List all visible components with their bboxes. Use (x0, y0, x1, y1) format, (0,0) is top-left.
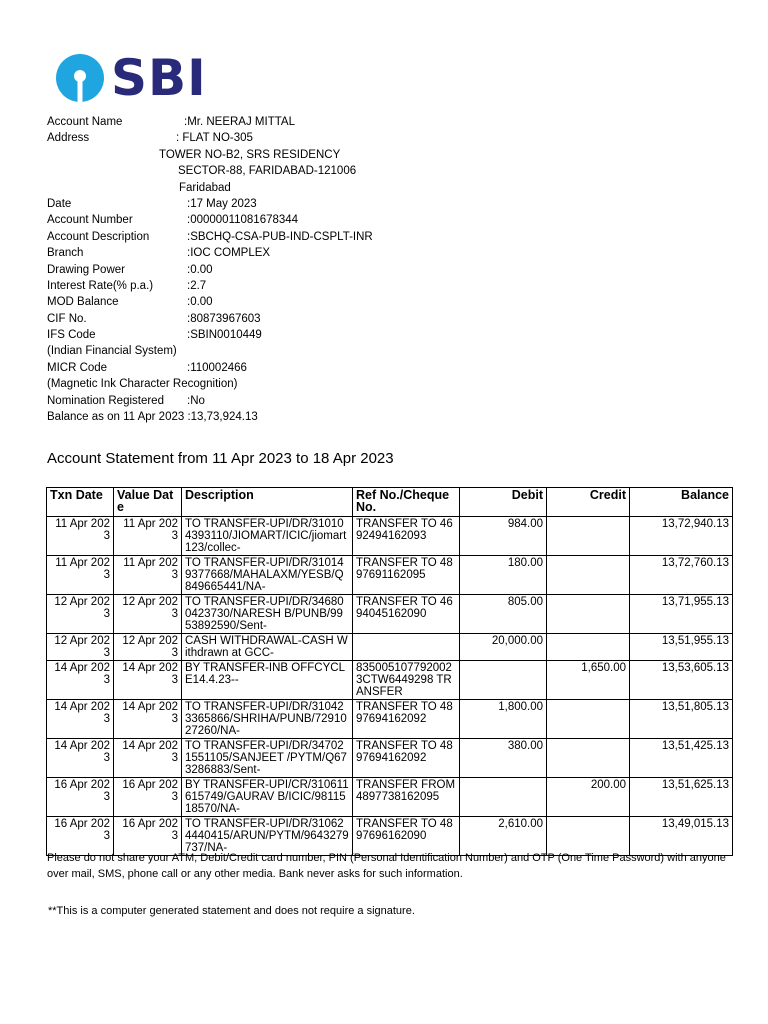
micr-code-label: MICR Code (47, 361, 108, 374)
cif-label: CIF No. (47, 312, 87, 325)
cell-ref-no: TRANSFER FROM 4897738162095 (353, 778, 460, 817)
date-label: Date (47, 197, 72, 210)
cell-value-date: 14 Apr 2023 (114, 661, 182, 700)
cell-credit (547, 595, 630, 634)
cell-ref-no: TRANSFER TO 4692494162093 (353, 517, 460, 556)
cell-balance: 13,51,955.13 (630, 634, 733, 661)
cell-txn-date: 12 Apr 2023 (47, 595, 114, 634)
cell-value-date: 16 Apr 2023 (114, 778, 182, 817)
cell-credit: 1,650.00 (547, 661, 630, 700)
cell-debit (460, 778, 547, 817)
nomination-value: :No (187, 394, 205, 407)
address-line-3: SECTOR-88, FARIDABAD-121006 (178, 165, 357, 178)
cell-description: BY TRANSFER-UPI/CR/310611615749/GAURAV B/ICIC/9811518570/NA- (182, 778, 353, 817)
cell-description: TO TRANSFER-UPI/DR/310423365866/SHRIHA/PUNB/7291027260/NA- (182, 700, 353, 739)
mod-balance-value: :0.00 (187, 296, 213, 309)
cell-txn-date: 14 Apr 2023 (47, 700, 114, 739)
sbi-keyhole-icon (55, 53, 105, 103)
cell-value-date: 14 Apr 2023 (114, 739, 182, 778)
cell-ref-no: TRANSFER TO 4694045162090 (353, 595, 460, 634)
transactions-table (46, 487, 733, 856)
drawing-power-value: :0.00 (187, 263, 213, 276)
ifs-code-label: IFS Code (47, 329, 96, 342)
account-description-value: :SBCHQ-CSA-PUB-IND-CSPLT-INR (187, 230, 373, 243)
ifs-code-value: :SBIN0010449 (187, 329, 262, 342)
cell-txn-date: 12 Apr 2023 (47, 634, 114, 661)
cell-balance: 13,71,955.13 (630, 595, 733, 634)
account-name-label: Account Name (47, 116, 123, 128)
cell-ref-no (353, 634, 460, 661)
header-debit: Debit (460, 488, 547, 517)
branch-label: Branch (47, 247, 84, 260)
cell-balance: 13,51,625.13 (630, 778, 733, 817)
cell-value-date: 11 Apr 2023 (114, 517, 182, 556)
cell-description: TO TRANSFER-UPI/DR/310149377668/MAHALAXM/YESB/Q849665441/NA- (182, 556, 353, 595)
table-row (47, 634, 733, 661)
cell-credit (547, 634, 630, 661)
account-description-label: Account Description (47, 230, 150, 243)
ifs-note: (Indian Financial System) (47, 345, 177, 358)
address-line-4: Faridabad (179, 181, 231, 194)
cell-value-date: 12 Apr 2023 (114, 634, 182, 661)
cell-description: TO TRANSFER-UPI/DR/346800423730/NARESH B/PUNB/9953892590/Sent- (182, 595, 353, 634)
cell-credit (547, 739, 630, 778)
account-details (47, 114, 607, 425)
cell-value-date: 16 Apr 2023 (114, 817, 182, 856)
header-value-date: Value Date (114, 488, 182, 517)
cell-txn-date: 14 Apr 2023 (47, 739, 114, 778)
drawing-power-label: Drawing Power (47, 263, 125, 276)
signature-note: **This is a computer generated statement and does not require a signature. (48, 905, 415, 917)
cell-balance: 13,53,605.13 (630, 661, 733, 700)
address-label: Address (47, 132, 90, 145)
cell-debit: 1,800.00 (460, 700, 547, 739)
cell-txn-date: 11 Apr 2023 (47, 556, 114, 595)
statement-title: Account Statement from 11 Apr 2023 to 18 Apr 2023 (47, 450, 394, 467)
nomination-label: Nomination Registered (47, 394, 164, 407)
table-row (47, 595, 733, 634)
table-row (47, 556, 733, 595)
table-row (47, 739, 733, 778)
cell-balance: 13,51,805.13 (630, 700, 733, 739)
account-name-value: :Mr. NEERAJ MITTAL (184, 116, 295, 128)
sbi-logo (55, 49, 207, 107)
cell-credit: 200.00 (547, 778, 630, 817)
table-row (47, 700, 733, 739)
cell-credit (547, 556, 630, 595)
cif-value: :80873967603 (187, 312, 261, 325)
cell-debit: 805.00 (460, 595, 547, 634)
address-line-2: TOWER NO-B2, SRS RESIDENCY (159, 148, 341, 161)
cell-value-date: 11 Apr 2023 (114, 556, 182, 595)
mod-balance-label: MOD Balance (47, 296, 119, 309)
cell-description: TO TRANSFER-UPI/DR/310624440415/ARUN/PYTM/9643279737/NA- (182, 817, 353, 856)
cell-ref-no: TRANSFER TO 4897691162095 (353, 556, 460, 595)
interest-rate-value: :2.7 (187, 279, 207, 292)
cell-credit (547, 700, 630, 739)
cell-debit: 20,000.00 (460, 634, 547, 661)
cell-balance: 13,72,760.13 (630, 556, 733, 595)
cell-ref-no: TRANSFER TO 4897694162092 (353, 739, 460, 778)
cell-debit (460, 661, 547, 700)
account-number-label: Account Number (47, 214, 133, 227)
cell-txn-date: 16 Apr 2023 (47, 817, 114, 856)
cell-ref-no: TRANSFER TO 4897696162090 (353, 817, 460, 856)
table-row (47, 661, 733, 700)
micr-code-value: :110002466 (187, 361, 247, 374)
security-notice: Please do not share your ATM, Debit/Credit card number, PIN (Personal Identification Number) and OTP (One Time Password) with anyone over mail, SMS, phone call or any other media. Bank never asks for such information. (47, 852, 726, 880)
header-txn-date: Txn Date (47, 488, 114, 517)
cell-debit: 984.00 (460, 517, 547, 556)
bank-name: SBI (111, 49, 207, 107)
cell-value-date: 14 Apr 2023 (114, 700, 182, 739)
cell-txn-date: 11 Apr 2023 (47, 517, 114, 556)
table-header-row (47, 488, 733, 517)
opening-balance: Balance as on 11 Apr 2023 :13,73,924.13 (47, 411, 258, 424)
table-row (47, 778, 733, 817)
cell-balance: 13,72,940.13 (630, 517, 733, 556)
cell-txn-date: 14 Apr 2023 (47, 661, 114, 700)
header-balance: Balance (630, 488, 733, 517)
cell-debit: 380.00 (460, 739, 547, 778)
cell-debit: 180.00 (460, 556, 547, 595)
date-value: :17 May 2023 (187, 197, 257, 210)
table-row (47, 517, 733, 556)
cell-balance: 13,49,015.13 (630, 817, 733, 856)
cell-credit (547, 517, 630, 556)
cell-description: TO TRANSFER-UPI/DR/347021551105/SANJEET /PYTM/Q673286883/Sent- (182, 739, 353, 778)
header-ref-no: Ref No./Cheque No. (353, 488, 460, 517)
interest-rate-label: Interest Rate(% p.a.) (47, 279, 154, 292)
cell-description: BY TRANSFER-INB OFFCYCLE14.4.23-- (182, 661, 353, 700)
cell-ref-no: 8350051077920023CTW6449298 TRANSFER (353, 661, 460, 700)
address-line-1: : FLAT NO-305 (176, 132, 253, 145)
account-number-value: :00000011081678344 (187, 214, 299, 227)
cell-txn-date: 16 Apr 2023 (47, 778, 114, 817)
cell-value-date: 12 Apr 2023 (114, 595, 182, 634)
header-credit: Credit (547, 488, 630, 517)
branch-value: :IOC COMPLEX (187, 247, 271, 260)
cell-description: CASH WITHDRAWAL-CASH Withdrawn at GCC- (182, 634, 353, 661)
cell-ref-no: TRANSFER TO 4897694162092 (353, 700, 460, 739)
cell-debit: 2,610.00 (460, 817, 547, 856)
micr-note: (Magnetic Ink Character Recognition) (47, 378, 238, 391)
cell-balance: 13,51,425.13 (630, 739, 733, 778)
header-description: Description (182, 488, 353, 517)
cell-description: TO TRANSFER-UPI/DR/310104393110/JIOMART/ICIC/jiomart123/collec- (182, 517, 353, 556)
